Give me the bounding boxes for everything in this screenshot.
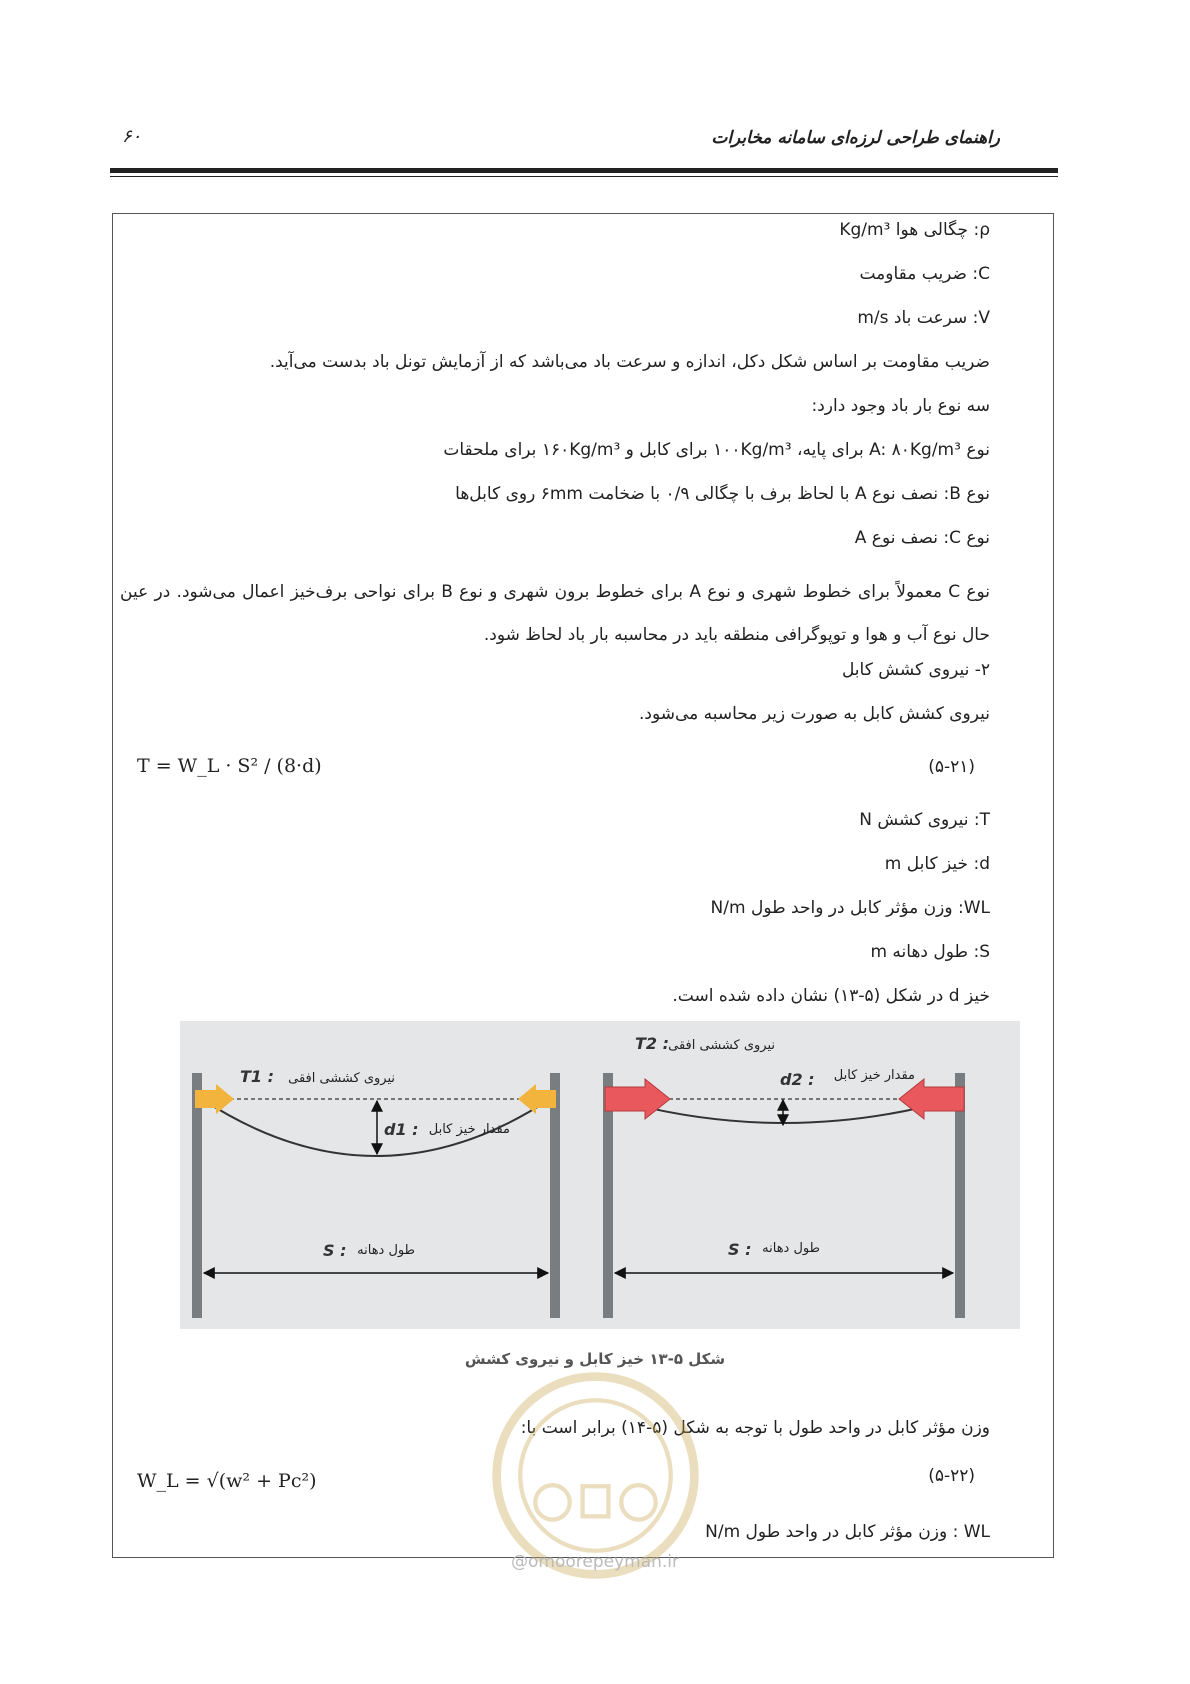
right-s-symbol: S : <box>728 1240 752 1259</box>
line-type-b: نوع B: نصف نوع A با لحاظ برف با چگالی ۰/۹ با ضخامت ۶mm روی کابل‌ها <box>455 484 990 504</box>
paragraph-tension-calc: نیروی کشش کابل به صورت زیر محاسبه می‌شود. <box>638 704 990 724</box>
left-t-label: نیروی کششی افقی <box>288 1071 395 1086</box>
watermark-seal-icon <box>488 1368 703 1583</box>
right-t-symbol: T2 : <box>635 1034 670 1053</box>
line-v: V: سرعت باد m/s <box>857 308 990 328</box>
left-pole-2 <box>550 1073 560 1318</box>
left-d-symbol: d1 : <box>384 1120 419 1139</box>
paragraph-sag-figure: خیز d در شکل (۵-۱۳) نشان داده شده است. <box>672 986 990 1006</box>
figure-caption: شکل ۵-۱۳ خیز کابل و نیروی کشش <box>464 1350 726 1368</box>
def-s: S: طول دهانه m <box>870 942 990 962</box>
equation-number-22: (۵-۲۲) <box>928 1466 975 1486</box>
def-wl: WL: وزن مؤثر کابل در واحد طول N/m <box>710 898 990 918</box>
header-rule-thin <box>110 176 1058 177</box>
figure-cable-sag <box>180 1021 1020 1329</box>
paragraph-wind-types: سه نوع بار باد وجود دارد: <box>811 396 990 416</box>
line-type-a: نوع A: ۸۰Kg/m³ برای پایه، ۱۰۰Kg/m³ برای کابل و ۱۶۰Kg/m³ برای ملحقات <box>443 440 990 460</box>
line-rho: ρ: چگالی هوا Kg/m³ <box>839 220 990 240</box>
header-rule-thick <box>110 168 1058 173</box>
left-s-symbol: S : <box>323 1241 347 1260</box>
right-d-symbol: d2 : <box>780 1070 815 1089</box>
right-t-label: نیروی کششی افقی <box>668 1038 775 1053</box>
right-d-label: مقدار خیز کابل <box>833 1068 915 1083</box>
left-pole-1 <box>192 1073 202 1318</box>
heading-cable-tension: ۲- نیروی کشش کابل <box>841 660 990 680</box>
right-arrow-left <box>605 1079 670 1119</box>
def-t: T: نیروی کشش N <box>859 810 990 830</box>
line-c: C: ضریب مقاومت <box>859 264 990 284</box>
right-arrow-right <box>899 1079 964 1119</box>
left-s-label: طول دهانه <box>357 1243 415 1258</box>
watermark-site: @omoorepeyman.ir <box>510 1552 680 1572</box>
def-d: d: خیز کابل m <box>884 854 990 874</box>
def-wl-2: WL : وزن مؤثر کابل در واحد طول N/m <box>705 1522 990 1542</box>
paragraph-drag-coefficient: ضریب مقاومت بر اساس شکل دکل، اندازه و سرعت باد می‌باشد که از آزمایش تونل باد بدست می‌آید. <box>269 352 990 372</box>
line-type-c: نوع C: نصف نوع A <box>854 528 990 548</box>
equation-tension: T = W_L · S² / (8·d) <box>137 755 322 777</box>
equation-number-21: (۵-۲۱) <box>928 757 975 777</box>
page-header-title: راهنمای طراحی لرزه‌ای سامانه مخابرات <box>711 128 1000 148</box>
paragraph-type-usage: نوع C معمولاً برای خطوط شهری و نوع A برای خطوط برون شهری و نوع B برای نواحی برف‌خیز اعمال می‌شود. در عین حال نوع آب و هوا و توپوگرافی منطقه باید در محاسبه بار باد لحاظ شود. <box>120 582 991 645</box>
paragraph-effective-weight: وزن مؤثر کابل در واحد طول با توجه به شکل (۵-۱۴) برابر است با: <box>520 1418 990 1438</box>
right-s-label: طول دهانه <box>762 1241 820 1256</box>
page-number: ۶۰ <box>122 126 142 147</box>
right-panel <box>603 1034 965 1318</box>
left-panel <box>192 1067 560 1318</box>
figure-drawing <box>180 1021 1020 1329</box>
left-d-label: مقدار خیز کابل <box>428 1122 510 1137</box>
equation-effective-weight: W_L = √(w² + Pc²) <box>137 1470 317 1492</box>
left-t-symbol: T1 : <box>240 1067 275 1086</box>
